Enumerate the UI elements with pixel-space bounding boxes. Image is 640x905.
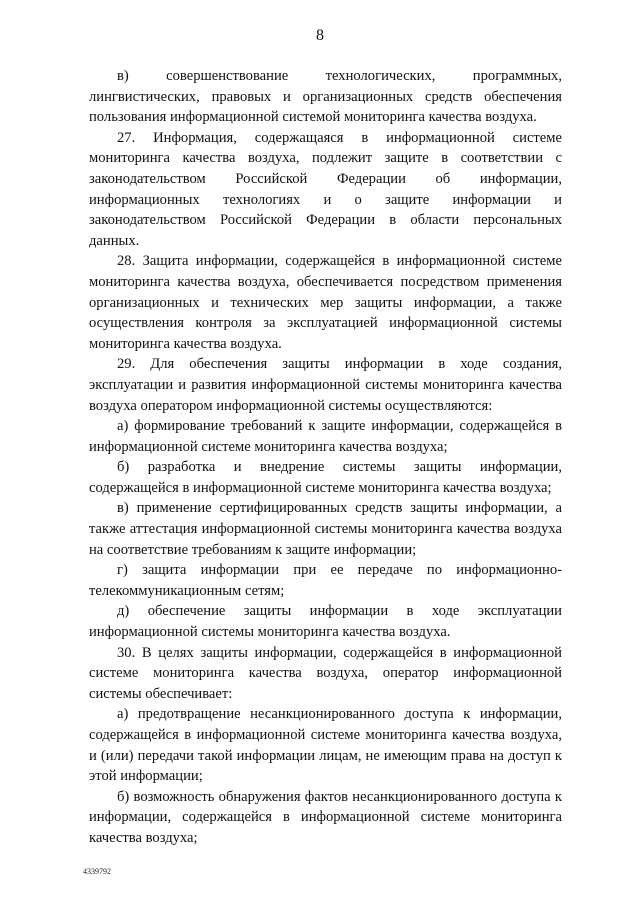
paragraph-28: 28. Защита информации, содержащейся в информационной системе мониторинга качества воздуха, обеспечивается посредством применения организационных и технических мер защиты информации, а также осуществления контроля за эксплуатацией информационной системы мониторинга качества воздуха. xyxy=(89,253,562,352)
document-code: 4339792 xyxy=(83,867,111,876)
paragraph-30-b: б) возможность обнаружения фактов несанкционированного доступа к информации, содержащейся в информационной системе мониторинга качества воздуха; xyxy=(89,788,562,846)
paragraph-29-b: б) разработка и внедрение системы защиты информации, содержащейся в информационной системе мониторинга качества воздуха; xyxy=(89,459,562,496)
paragraph-v-improvement: в) совершенствование технологических, программных, лингвистических, правовых и организационных средств обеспечения пользования информационной системой мониторинга качества воздуха. xyxy=(89,68,562,126)
document-body xyxy=(89,66,562,849)
paragraph-29-d: д) обеспечение защиты информации в ходе эксплуатации информационной системы мониторинга качества воздуха. xyxy=(89,603,562,641)
page-number: 8 xyxy=(316,27,324,44)
paragraph-30: 30. В целях защиты информации, содержащейся в информационной системе мониторинга качества воздуха, оператор информационной системы обеспечивает: xyxy=(89,644,562,702)
paragraph-29: 29. Для обеспечения защиты информации в ходе создания, эксплуатации и развития информационной системы мониторинга качества воздуха оператором информационной системы осуществляются: xyxy=(89,356,562,414)
paragraph-27: 27. Информация, содержащаяся в информационной системе мониторинга качества воздуха, подлежит защите в соответствии с законодательством Российской Федерации об информации, информационных технологиях и о защите информации и законодательством Российской Федерации в области персональных данных. xyxy=(89,129,562,249)
paragraph-29-v: в) применение сертифицированных средств защиты информации, а также аттестация информационной системы мониторинга качества воздуха на соответствие требованиям к защите информации; xyxy=(89,500,562,558)
paragraph-30-a: а) предотвращение несанкционированного доступа к информации, содержащейся в информационной системе мониторинга качества воздуха, и (или) передачи такой информации лицам, не имеющим права на доступ к этой информации; xyxy=(89,706,562,785)
paragraph-29-a: а) формирование требований к защите информации, содержащейся в информационной системе мониторинга качества воздуха; xyxy=(89,418,562,455)
paragraph-29-g: г) защита информации при ее передаче по информационно-телекоммуникационным сетям; xyxy=(89,562,562,599)
